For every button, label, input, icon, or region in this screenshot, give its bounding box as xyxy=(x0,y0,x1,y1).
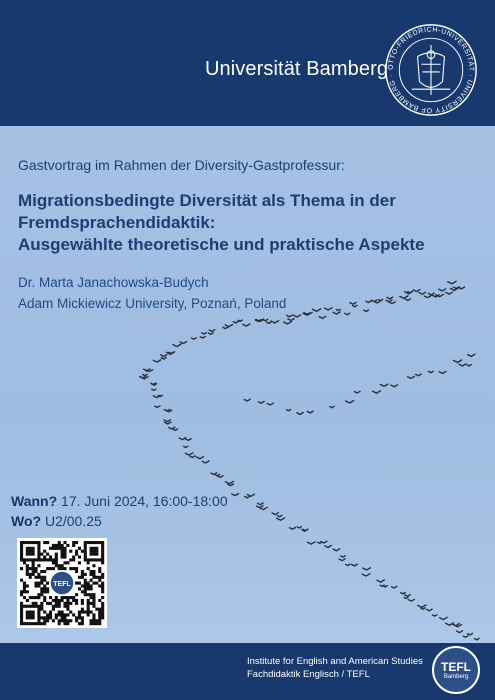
bird-silhouette xyxy=(458,287,464,289)
event-details xyxy=(11,491,228,531)
date-value: 17. Juni 2024, 16:00-18:00 xyxy=(61,493,228,509)
bird-silhouette xyxy=(419,292,425,294)
bird-silhouette xyxy=(400,296,408,299)
bird-silhouette xyxy=(228,484,233,486)
event-title-line-1: Migrationsbedingte Diversität als Thema in der xyxy=(18,191,396,210)
bird-silhouette xyxy=(408,376,415,378)
bird-silhouette xyxy=(341,556,345,557)
bird-silhouette xyxy=(215,474,220,475)
bird-silhouette xyxy=(366,301,371,303)
bird-silhouette xyxy=(267,403,273,405)
tefl-logo-main: TEFL xyxy=(441,660,471,674)
bird-silhouette xyxy=(185,453,193,455)
bird-silhouette xyxy=(271,321,279,323)
bird-silhouette xyxy=(312,309,320,312)
bird-silhouette xyxy=(278,515,282,516)
bird-silhouette xyxy=(339,559,345,561)
bird-silhouette xyxy=(263,319,268,321)
bird-silhouette xyxy=(333,549,340,551)
room-value: U2/00.25 xyxy=(44,513,102,529)
bird-silhouette xyxy=(190,456,195,458)
bird-silhouette xyxy=(391,385,398,387)
bird-silhouette xyxy=(377,580,384,582)
bird-silhouette xyxy=(153,396,160,398)
bird-silhouette xyxy=(408,599,414,601)
bird-silhouette xyxy=(389,302,395,304)
footer-institute xyxy=(247,655,423,681)
bird-silhouette xyxy=(408,291,413,292)
bird-silhouette xyxy=(286,410,290,411)
bird-silhouette xyxy=(448,281,456,284)
bird-silhouette xyxy=(379,299,383,300)
footer-line-1: Institute for English and American Studies xyxy=(247,656,423,667)
bird-silhouette xyxy=(243,324,250,326)
qr-code[interactable] xyxy=(17,538,107,628)
bird-silhouette xyxy=(244,399,250,401)
bird-silhouette xyxy=(200,337,205,339)
footer-line-2: Fachdidaktik Englisch / TEFL xyxy=(247,669,370,680)
event-title xyxy=(18,190,488,256)
bird-silhouette xyxy=(161,358,166,359)
bird-silhouette xyxy=(353,305,357,306)
bird-silhouette xyxy=(161,355,167,357)
bird-silhouette xyxy=(427,609,432,611)
bird-silhouette xyxy=(428,293,434,295)
bird-silhouette xyxy=(333,312,340,314)
bird-silhouette xyxy=(307,411,313,413)
speaker-block xyxy=(18,272,286,314)
bird-silhouette xyxy=(350,302,356,304)
bird-silhouette xyxy=(383,586,387,587)
bird-silhouette xyxy=(173,429,177,430)
speaker-affiliation: Adam Mickiewicz University, Poznań, Poland xyxy=(18,296,287,311)
bird-silhouette xyxy=(440,617,448,619)
bird-silhouette xyxy=(288,319,295,321)
bird-silhouette xyxy=(173,344,181,347)
bird-silhouette xyxy=(325,546,331,548)
bird-silhouette xyxy=(165,422,172,424)
event-subtitle: Gastvortrag im Rahmen der Diversity-Gastprofessur: xyxy=(18,157,345,173)
bird-silhouette xyxy=(459,364,466,366)
bird-silhouette xyxy=(330,406,334,407)
bird-silhouette xyxy=(354,391,360,393)
bird-silhouette xyxy=(164,420,170,422)
bird-silhouette xyxy=(151,383,156,384)
bird-silhouette xyxy=(453,360,461,362)
bird-silhouette xyxy=(363,568,371,570)
bird-silhouette xyxy=(152,389,156,390)
bird-silhouette xyxy=(258,503,264,505)
bird-silhouette xyxy=(245,496,250,498)
bird-silhouette xyxy=(225,481,233,483)
bird-silhouette xyxy=(153,360,161,362)
bird-silhouette xyxy=(418,605,426,607)
event-room-row xyxy=(11,511,228,531)
bird-silhouette xyxy=(277,518,285,520)
footer-banner xyxy=(0,643,495,700)
seal-text: OTTO-FRIEDRICH-UNIVERSITÄT · UNIVERSITY OF BAMBERG · xyxy=(387,26,475,114)
date-label: Wann? xyxy=(11,493,58,509)
bird-silhouette xyxy=(287,315,293,317)
bird-silhouette xyxy=(202,333,207,334)
bird-silhouette xyxy=(468,633,473,635)
bird-silhouette xyxy=(297,527,301,528)
bird-silhouette xyxy=(401,592,406,593)
bird-silhouette xyxy=(405,595,411,597)
bird-silhouette xyxy=(143,374,148,375)
bird-silhouette xyxy=(297,413,303,415)
university-seal-icon xyxy=(383,22,479,118)
bird-silhouette xyxy=(185,439,191,441)
tefl-logo-sub: Bamberg xyxy=(443,674,469,680)
bird-silhouette xyxy=(258,401,264,403)
event-title-line-2: Fremdsprachendidaktik: xyxy=(18,213,216,232)
bird-silhouette xyxy=(380,384,388,386)
bird-silhouette xyxy=(267,322,272,323)
bird-silhouette xyxy=(346,401,354,403)
bird-silhouette xyxy=(140,376,146,378)
bird-silhouette xyxy=(346,564,350,565)
event-title-line-3: Ausgewählte theoretische und praktische Aspekte xyxy=(18,235,425,254)
bird-silhouette xyxy=(169,427,175,429)
bird-silhouette xyxy=(209,330,215,332)
bird-silhouette xyxy=(424,296,431,298)
bird-silhouette xyxy=(202,461,209,463)
bird-silhouette xyxy=(247,494,254,496)
bird-silhouette xyxy=(294,315,301,317)
bird-silhouette xyxy=(474,638,479,640)
bird-silhouette xyxy=(223,327,228,329)
event-date-row xyxy=(11,491,228,511)
bird-silhouette xyxy=(352,564,358,566)
bird-silhouette xyxy=(155,406,160,408)
bird-silhouette xyxy=(416,374,422,376)
header-banner xyxy=(0,0,495,126)
bird-silhouette xyxy=(336,309,340,310)
bird-silhouette xyxy=(308,542,316,544)
bird-silhouette xyxy=(233,321,238,323)
bird-silhouette xyxy=(439,289,446,291)
bird-silhouette xyxy=(362,574,370,576)
bird-silhouette xyxy=(387,297,393,299)
bird-silhouette xyxy=(373,391,381,393)
bird-silhouette xyxy=(180,342,186,344)
bird-silhouette xyxy=(405,299,410,301)
bird-silhouette xyxy=(192,338,197,339)
bird-silhouette xyxy=(446,292,452,294)
bird-silhouette xyxy=(232,494,239,496)
room-label: Wo? xyxy=(11,513,42,529)
bird-silhouette xyxy=(433,615,437,616)
bird-silhouette xyxy=(319,316,326,318)
bird-silhouette xyxy=(196,457,203,459)
speaker-name: Dr. Marta Janachowska-Budych xyxy=(18,275,209,290)
university-name: Universität Bamberg xyxy=(205,58,389,80)
bird-silhouette xyxy=(290,528,296,530)
bird-silhouette xyxy=(238,320,242,321)
bird-silhouette xyxy=(364,310,369,311)
bird-silhouette xyxy=(457,631,463,633)
bird-silhouette xyxy=(325,308,333,310)
tefl-logo xyxy=(432,646,480,694)
bird-silhouette xyxy=(284,322,292,324)
bird-silhouette xyxy=(468,354,475,356)
bird-silhouette xyxy=(413,290,420,292)
bird-silhouette xyxy=(467,365,471,366)
bird-silhouette xyxy=(439,372,446,374)
bird-silhouette xyxy=(404,597,408,598)
bird-silhouette xyxy=(421,608,425,609)
bird-silhouette xyxy=(184,446,188,447)
qr-code-pattern xyxy=(17,538,107,628)
bird-silhouette xyxy=(272,513,278,515)
bird-silhouette xyxy=(463,636,467,637)
bird-silhouette xyxy=(374,301,381,303)
bird-silhouette xyxy=(179,438,185,440)
bird-silhouette xyxy=(428,371,433,373)
bird-silhouette xyxy=(260,507,268,509)
bird-silhouette xyxy=(225,325,232,327)
bird-silhouette xyxy=(392,586,397,588)
qr-center-logo-text: TEFL xyxy=(53,581,71,588)
bird-silhouette xyxy=(208,333,213,335)
bird-silhouette xyxy=(321,541,327,543)
bird-silhouette xyxy=(345,313,350,315)
